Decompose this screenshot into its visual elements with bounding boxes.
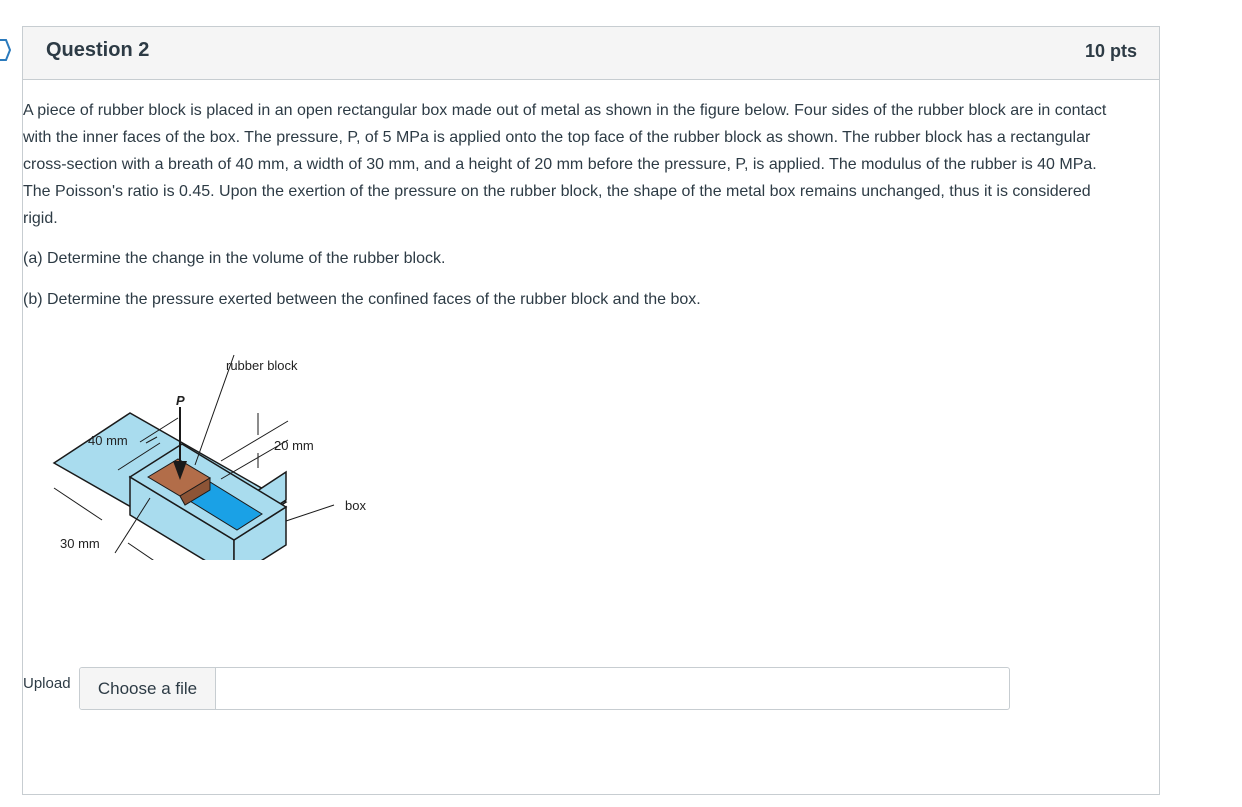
- dim-30-ext-b: [128, 543, 178, 560]
- question-points: 10 pts: [1084, 41, 1137, 61]
- question-part-b: (b) Determine the pressure exerted between the confined faces of the rubber block and the box.: [23, 291, 701, 308]
- question-header: [23, 27, 1159, 80]
- label-p: P: [176, 393, 185, 408]
- label-30mm: 30 mm: [60, 536, 100, 551]
- upload-label: Upload: [23, 675, 71, 692]
- label-20mm: 20 mm: [274, 438, 314, 453]
- question-text: [23, 97, 1119, 327]
- label-rubber-block: rubber block: [226, 358, 298, 373]
- upload-row: [23, 667, 1010, 711]
- question-intro: A piece of rubber block is placed in an open rectangular box made out of metal as shown in the figure below. Four sides of the rubber block are in contact with the inner faces of the box. The pressure, P, of 5 MPa is applied onto the top face of the rubber block as shown. The rubber block has a rectangular cross-section with a breath of 40 mm, a width of 30 mm, and a height of 20 mm before the pressure, P, is applied. The modulus of the rubber is 40 MPa. The Poisson's ratio is 0.45. Upon the exertion of the pressure on the rubber block, the shape of the metal box remains unchanged, thus it is considered rigid.: [23, 102, 1107, 227]
- label-40mm: 40 mm: [88, 433, 128, 448]
- rubber-block-figure: [30, 325, 370, 560]
- choose-file-button[interactable]: Choose a file: [80, 668, 216, 709]
- label-box: box: [345, 498, 366, 513]
- dim-30-ext-a: [54, 488, 102, 520]
- question-title: Question 2: [46, 39, 150, 61]
- question-part-a: (a) Determine the change in the volume of the rubber block.: [23, 250, 446, 267]
- box-leader-line: [286, 505, 334, 521]
- question-flag-icon: [0, 38, 12, 62]
- file-input[interactable]: [79, 667, 1010, 710]
